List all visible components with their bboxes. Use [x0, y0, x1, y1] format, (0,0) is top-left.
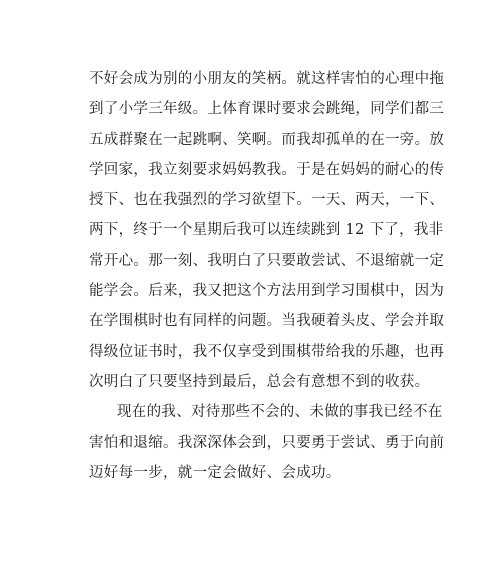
paragraph-2 [89, 397, 445, 488]
text-line: 现在的我、对待那些不会的、未做的事我已经不在 [117, 404, 443, 421]
paragraph-1 [89, 64, 445, 397]
text-line: 不好会成为别的小朋友的笑柄。就这样害怕的心理中拖 [89, 71, 445, 87]
text-line: 常开心。那一刻、我明白了只要敢尝试、不退缩就一定 [89, 252, 445, 269]
text-line: 害怕和退缩。我深深体会到，只要勇于尝试、勇于向前 [89, 434, 445, 451]
text-line: 能学会。后来，我又把这个方法用到学习围棋中，因为 [89, 283, 445, 300]
text-line: 两下，终于一个星期后我可以连续跳到 12 下了，我非 [89, 222, 444, 239]
body-text [89, 64, 445, 488]
text-line: 次明白了只要坚持到最后，总会有意想不到的收获。 [89, 373, 430, 390]
text-line: 授下、也在我强烈的学习欲望下。一天、两天，一下、 [89, 192, 445, 209]
text-line: 到了小学三年级。上体育课时要求会跳绳，同学们都三 [89, 101, 445, 118]
text-line: 在学围棋时也有同样的问题。当我硬着头皮、学会并取 [89, 313, 445, 330]
text-line: 得级位证书时，我不仅享受到围棋带给我的乐趣，也再 [89, 343, 445, 360]
text-line: 五成群聚在一起跳啊、笑啊。而我却孤单的在一旁。放 [89, 131, 445, 148]
text-line: 迈好每一步，就一定会做好、会成功。 [89, 464, 341, 481]
text-line: 学回家，我立刻要求妈妈教我。于是在妈妈的耐心的传 [89, 161, 445, 178]
